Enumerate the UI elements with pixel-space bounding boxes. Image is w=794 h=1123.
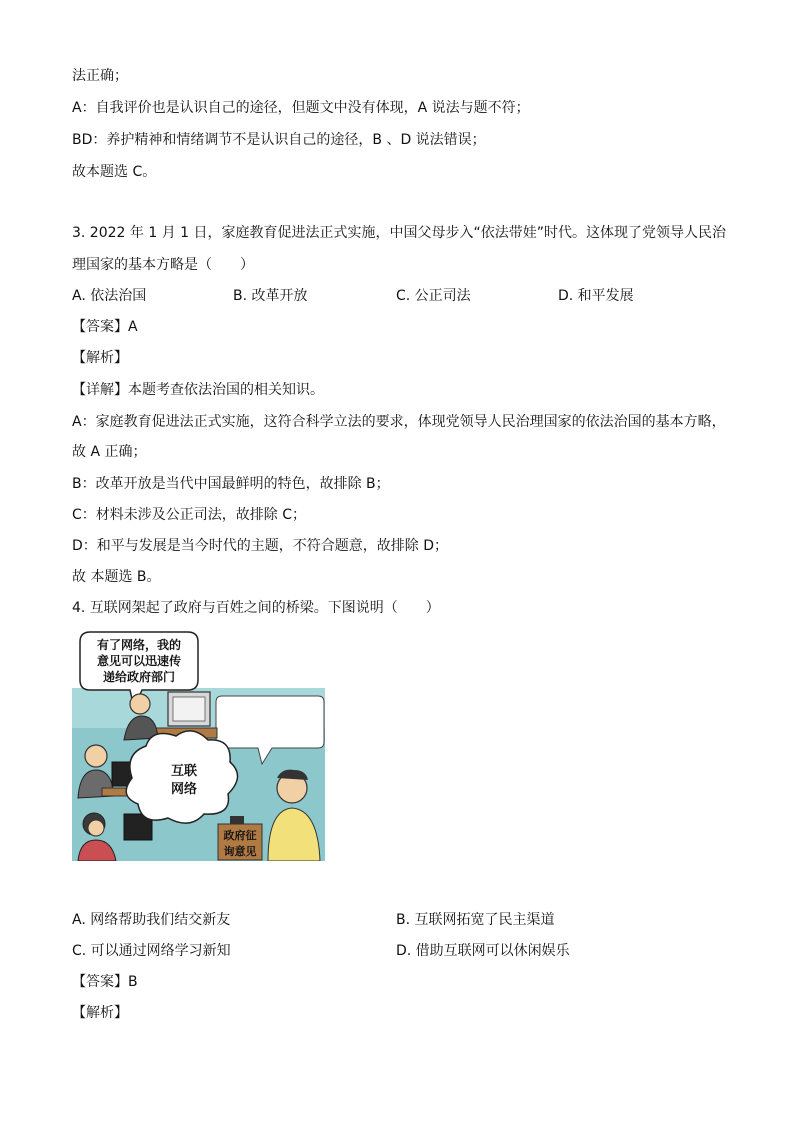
text-line: C：材料未涉及公正司法，故排除 C； bbox=[72, 507, 307, 523]
text-line: 故本题选 C。 bbox=[72, 164, 157, 180]
text-line: 故 A 正确； bbox=[72, 444, 147, 460]
sign-text: 询意见 bbox=[223, 845, 257, 858]
sign-text: 政府征 bbox=[223, 829, 257, 842]
text-line: A：家庭教育促进法正式实施，这符合科学立法的要求，体现党领导人民治理国家的依法治国的基本方略， bbox=[72, 414, 726, 430]
bubble-text: 递给政府部门 bbox=[102, 670, 176, 684]
text-line: 法正确； bbox=[72, 68, 128, 84]
q4-option-a[interactable]: A. 网络帮助我们结交新友 bbox=[72, 912, 231, 928]
text-line: B：改革开放是当代中国最鲜明的特色，故排除 B； bbox=[72, 476, 390, 492]
q3-option-c[interactable]: C. 公正司法 bbox=[396, 288, 471, 304]
text-line: D：和平与发展是当今时代的主题，不符合题意，故排除 D； bbox=[72, 538, 449, 554]
question-4-stem: 4. 互联网架起了政府与百姓之间的桥梁。下图说明（ ） bbox=[72, 600, 440, 616]
q3-option-a[interactable]: A. 依法治国 bbox=[72, 288, 147, 304]
question-3-stem: 3. 2022 年 1 月 1 日，家庭教育促进法正式实施，中国父母步入“依法带娃”时代。这体现了党领导人民治 bbox=[72, 225, 727, 241]
person-icon bbox=[130, 694, 150, 714]
cloud-text: 网络 bbox=[170, 782, 198, 797]
text-line: A：自我评价也是认识自己的途径，但题文中没有体现，A 说法与题不符； bbox=[72, 100, 530, 116]
internet-cartoon bbox=[72, 628, 325, 861]
cloud-text: 互联 bbox=[170, 764, 198, 779]
text-line: BD：养护精神和情绪调节不是认识自己的途径，B 、D 说法错误； bbox=[72, 132, 486, 148]
q4-answer: 【答案】B bbox=[72, 974, 138, 990]
text-line: 故 本题选 B。 bbox=[72, 569, 161, 585]
person-icon bbox=[85, 745, 107, 767]
question-3-stem: 理国家的基本方略是（ ） bbox=[72, 257, 254, 273]
q3-analysis-label: 【解析】 bbox=[72, 350, 128, 366]
bubble-text: 有了网络，我的 bbox=[96, 638, 182, 652]
q4-analysis-label: 【解析】 bbox=[72, 1005, 128, 1021]
q3-option-d[interactable]: D. 和平发展 bbox=[558, 288, 634, 304]
q3-option-b[interactable]: B. 改革开放 bbox=[233, 288, 308, 304]
q4-option-d[interactable]: D. 借助互联网可以休闲娱乐 bbox=[396, 943, 570, 959]
bubble-text: 意见可以迅速传 bbox=[96, 654, 182, 668]
q4-option-c[interactable]: C. 可以通过网络学习新知 bbox=[72, 943, 231, 959]
q3-detail: 【详解】本题考查依法治国的相关知识。 bbox=[72, 382, 324, 398]
q3-answer: 【答案】A bbox=[72, 319, 138, 335]
q4-option-b[interactable]: B. 互联网拓宽了民主渠道 bbox=[396, 912, 555, 928]
